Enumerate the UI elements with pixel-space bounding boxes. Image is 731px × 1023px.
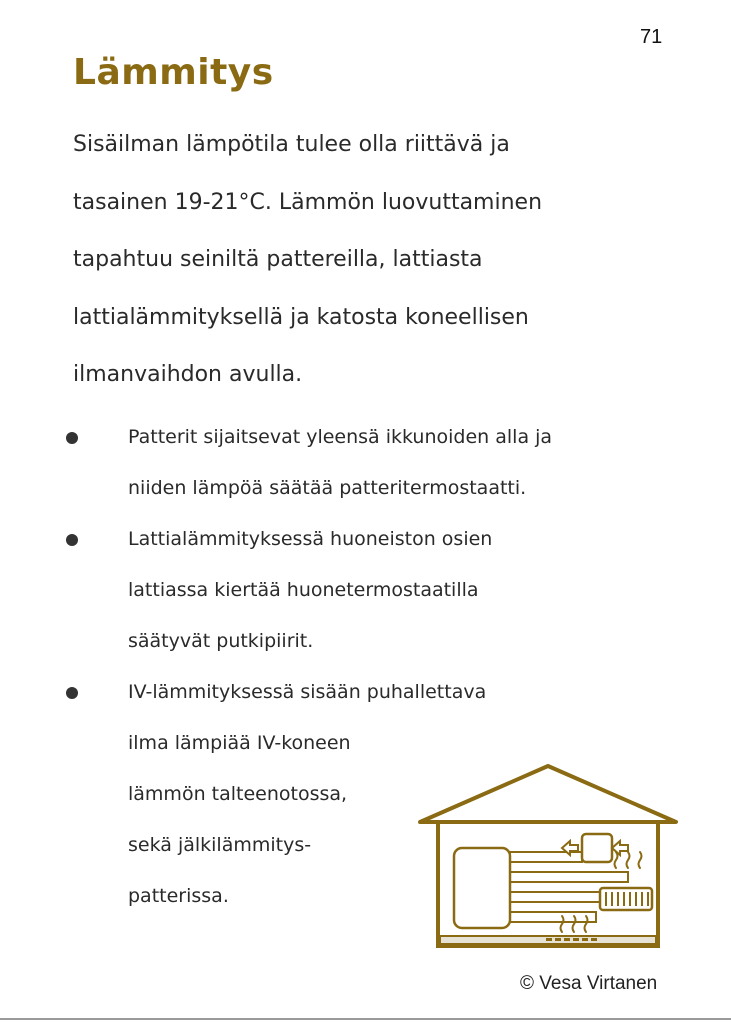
page-title: Lämmitys: [73, 52, 274, 93]
bullet-line: niiden lämpöä säätää patteritermostaatti.: [128, 477, 527, 499]
intro-paragraph: [73, 116, 673, 404]
bullet-item-floor-heating: [0, 514, 731, 667]
house-heating-icon: [416, 762, 680, 952]
intro-line: tasainen 19-21°C. Lämmön luovuttaminen: [73, 189, 543, 215]
bullet-line: Patterit sijaitsevat yleensä ikkunoiden alla ja: [128, 426, 553, 448]
intro-line: lattialämmityksellä ja katosta koneellisen: [73, 304, 529, 330]
bullet-line: säätyvät putkipiirit.: [128, 630, 314, 652]
copyright-notice: © Vesa Virtanen: [520, 973, 658, 994]
bullet-dot-icon: [66, 687, 78, 699]
page-divider: [0, 1018, 731, 1020]
bullet-line: patterissa.: [128, 885, 229, 907]
intro-line: tapahtuu seiniltä pattereilla, lattiasta: [73, 247, 483, 272]
bullet-item-radiators: [0, 412, 731, 514]
bullet-dot-icon: [66, 534, 78, 546]
intro-line: ilmanvaihdon avulla.: [73, 362, 303, 387]
bullet-line: IV-lämmityksessä sisään puhallettava: [128, 681, 487, 703]
bullet-line: sekä jälkilämmitys-: [128, 834, 312, 856]
page-number: 71: [640, 26, 663, 48]
bullet-line: lämmön talteenotossa,: [128, 783, 348, 805]
bullet-line: Lattialämmityksessä huoneiston osien: [128, 528, 493, 550]
bullet-line: lattiassa kiertää huonetermostaatilla: [128, 579, 479, 601]
bullet-line: ilma lämpiää IV-koneen: [128, 732, 351, 754]
intro-line: Sisäilman lämpötila tulee olla riittävä ja: [73, 132, 510, 157]
bullet-dot-icon: [66, 432, 78, 444]
